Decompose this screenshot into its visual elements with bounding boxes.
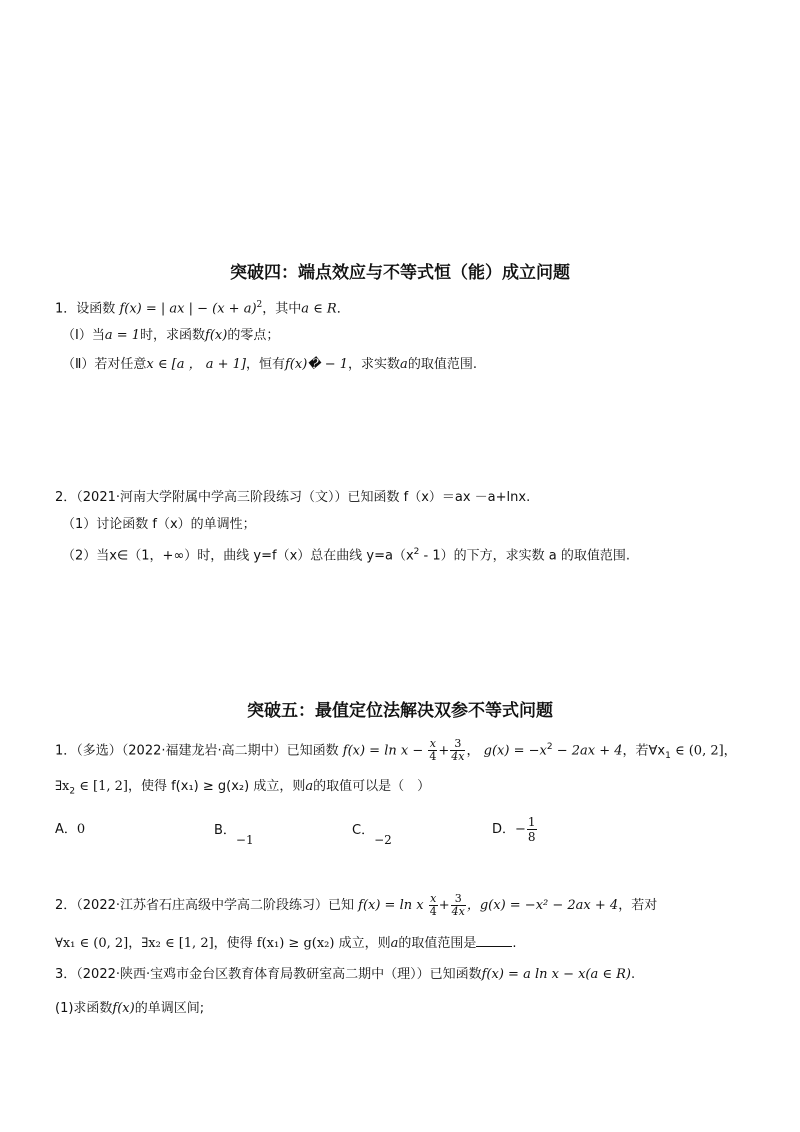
- s5-q2-g: ，g(x) = −x² − 2ax + 4: [466, 898, 619, 913]
- section4-title: 突破四：端点效应与不等式恒（能）成立问题: [230, 263, 570, 283]
- s5-q2-l2-end: 的取值范围是: [398, 936, 477, 951]
- s5-q1-head: 1．（多选）（2022·福建龙岩·高二期中）已知函数: [55, 743, 339, 759]
- s5-q1-g-post: − 2ax + 4: [552, 743, 623, 759]
- s4-q2-stem: 2．（2021·河南大学附属中学高三阶段练习（文））已知函数 f（x）＝ax －a+lnx.: [55, 490, 531, 505]
- s4-q1-exponent: 2: [256, 300, 263, 310]
- s5-q3-stem: [55, 966, 635, 984]
- section5-title: 突破五：最值定位法解决双参不等式问题: [247, 701, 553, 721]
- s5-q2-l2-pre: ∀x₁ ∈ (0, 2]，∃x₂ ∈ [1, 2]，使得 f(x₁) ≥ g(x₂) 成立，则: [55, 936, 391, 951]
- s4-q1-intro: 设函数: [76, 301, 116, 317]
- s5-q1-tail-post: ∈ (0, 2]，: [670, 743, 737, 759]
- s5-q2-frac-3-over-4x: $\frac{3}{4x}$: [451, 892, 465, 918]
- s4-q1-stem: [55, 296, 350, 318]
- s5-q1-plus: +: [438, 743, 450, 759]
- s5-q1-g: g(x) = −x: [483, 743, 547, 759]
- s4-q1-p2-range: x ∈ [a ， a + 1]: [146, 357, 246, 372]
- s4-q1-p1-end: 的零点；: [227, 328, 280, 343]
- s5-q1-sep: ，: [466, 743, 480, 759]
- s5-q2-tail: ，若对: [618, 898, 658, 913]
- s5-q3-p1-end: 的单调区间;: [134, 1001, 205, 1016]
- s5-q1-l2-end: 的取值可以是（ ）: [313, 779, 431, 794]
- s5-q1-tail-sub: 1: [665, 750, 671, 761]
- s4-q1-function: f(x) = | ax | − (x + a): [119, 301, 257, 317]
- s5-q2-frac-x-over-4: $\frac{x}{4}$: [429, 892, 437, 918]
- s4-q1-p2-mid: ，恒有: [245, 357, 285, 372]
- s5-q1-l2-pre: ∃x: [55, 779, 70, 794]
- s5-q1-option-a: A．0: [55, 822, 86, 837]
- s4-q1-p2-label: （Ⅱ）若对任意: [62, 357, 147, 372]
- s5-q3-end: .: [631, 967, 636, 982]
- s5-q3-p1-function: f(x): [112, 1001, 135, 1016]
- s4-q2-p2-post: - 1）的下方，求实数 a 的取值范围.: [419, 548, 630, 564]
- s4-q1-condition: a ∈ R: [301, 301, 337, 317]
- s4-q2-part1: （1）讨论函数 f（x）的单调性；: [62, 517, 256, 532]
- s5-q1-option-b: B．−1: [214, 823, 254, 847]
- s5-q2-l2-var: a: [390, 936, 399, 951]
- s4-q2-p2-sup: 2: [413, 547, 420, 557]
- s5-q3-function: f(x) = a ln x − x(a ∈ R): [481, 967, 632, 982]
- s4-q1-part2: [62, 356, 477, 374]
- s5-q2-line2: [55, 934, 517, 953]
- s5-q1-l2-sub: 2: [69, 786, 76, 797]
- s4-q1-p2-var: a: [400, 357, 408, 372]
- s4-q2-p2-pre: （2）当x∈（1，+∞）时，曲线 y=f（x）总在曲线 y=a（x: [62, 548, 414, 564]
- s5-q1-stem: [55, 738, 737, 765]
- s4-q1-p2-inequality: f(x)� − 1: [284, 357, 349, 372]
- s5-q2-plus: +: [438, 898, 450, 913]
- s5-q1-g-sup: 2: [546, 742, 553, 752]
- s5-q3-part1: [55, 1000, 204, 1018]
- s5-q2-l2-period: .: [512, 936, 517, 951]
- s5-q1-option-c: C．−2: [352, 823, 392, 847]
- s4-q2-part2: [62, 543, 630, 565]
- s5-q2-answer-blank[interactable]: [476, 934, 512, 947]
- s4-q1-p1-function: f(x): [205, 328, 228, 343]
- s5-q2-f-pre: f(x) = ln x: [358, 898, 424, 913]
- s5-q1-l2-var: a: [305, 779, 314, 794]
- s5-q1-f-pre: f(x) = ln x −: [342, 743, 424, 759]
- s5-q1-frac-x-over-4: $\frac{x}{4}$: [429, 737, 437, 764]
- s5-q2-head: 2．（2022·江苏省石庄高级中学高二阶段练习）已知: [55, 898, 354, 913]
- s4-q1-suffix: ，其中: [262, 301, 302, 317]
- s5-q1-tail: ，若∀x: [622, 743, 666, 759]
- s4-q1-part1: [62, 327, 279, 345]
- s4-q1-end: ．: [336, 301, 350, 317]
- s4-q1-number: 1．: [55, 301, 77, 317]
- s5-q3-p1-pre: (1)求函数: [55, 1001, 113, 1016]
- s4-q1-p2-tail: 的取值范围.: [407, 357, 477, 372]
- s5-q1-option-d: D．− $\frac{1}{8}$: [492, 815, 536, 844]
- s4-q1-p1-label: （Ⅰ）当: [62, 328, 105, 343]
- s5-q1-l2-mid: ，使得 f(x₁) ≥ g(x₂) 成立，则: [127, 779, 306, 794]
- s4-q1-p1-mid: 时，求函数: [140, 328, 206, 343]
- s5-q2-stem: [55, 893, 657, 918]
- s4-q1-p1-condition: a = 1: [104, 328, 141, 343]
- s4-q1-p2-end: ，求实数: [348, 357, 401, 372]
- s5-q1-l2-range: ∈ [1, 2]: [75, 779, 128, 794]
- s5-q3-head: 3．（2022·陕西·宝鸡市金台区教育体育局教研室高二期中（理））已知函数: [55, 967, 482, 982]
- s5-q1-line2: [55, 778, 430, 801]
- s5-q1-frac-3-over-4x: $\frac{3}{4x}$: [451, 737, 465, 764]
